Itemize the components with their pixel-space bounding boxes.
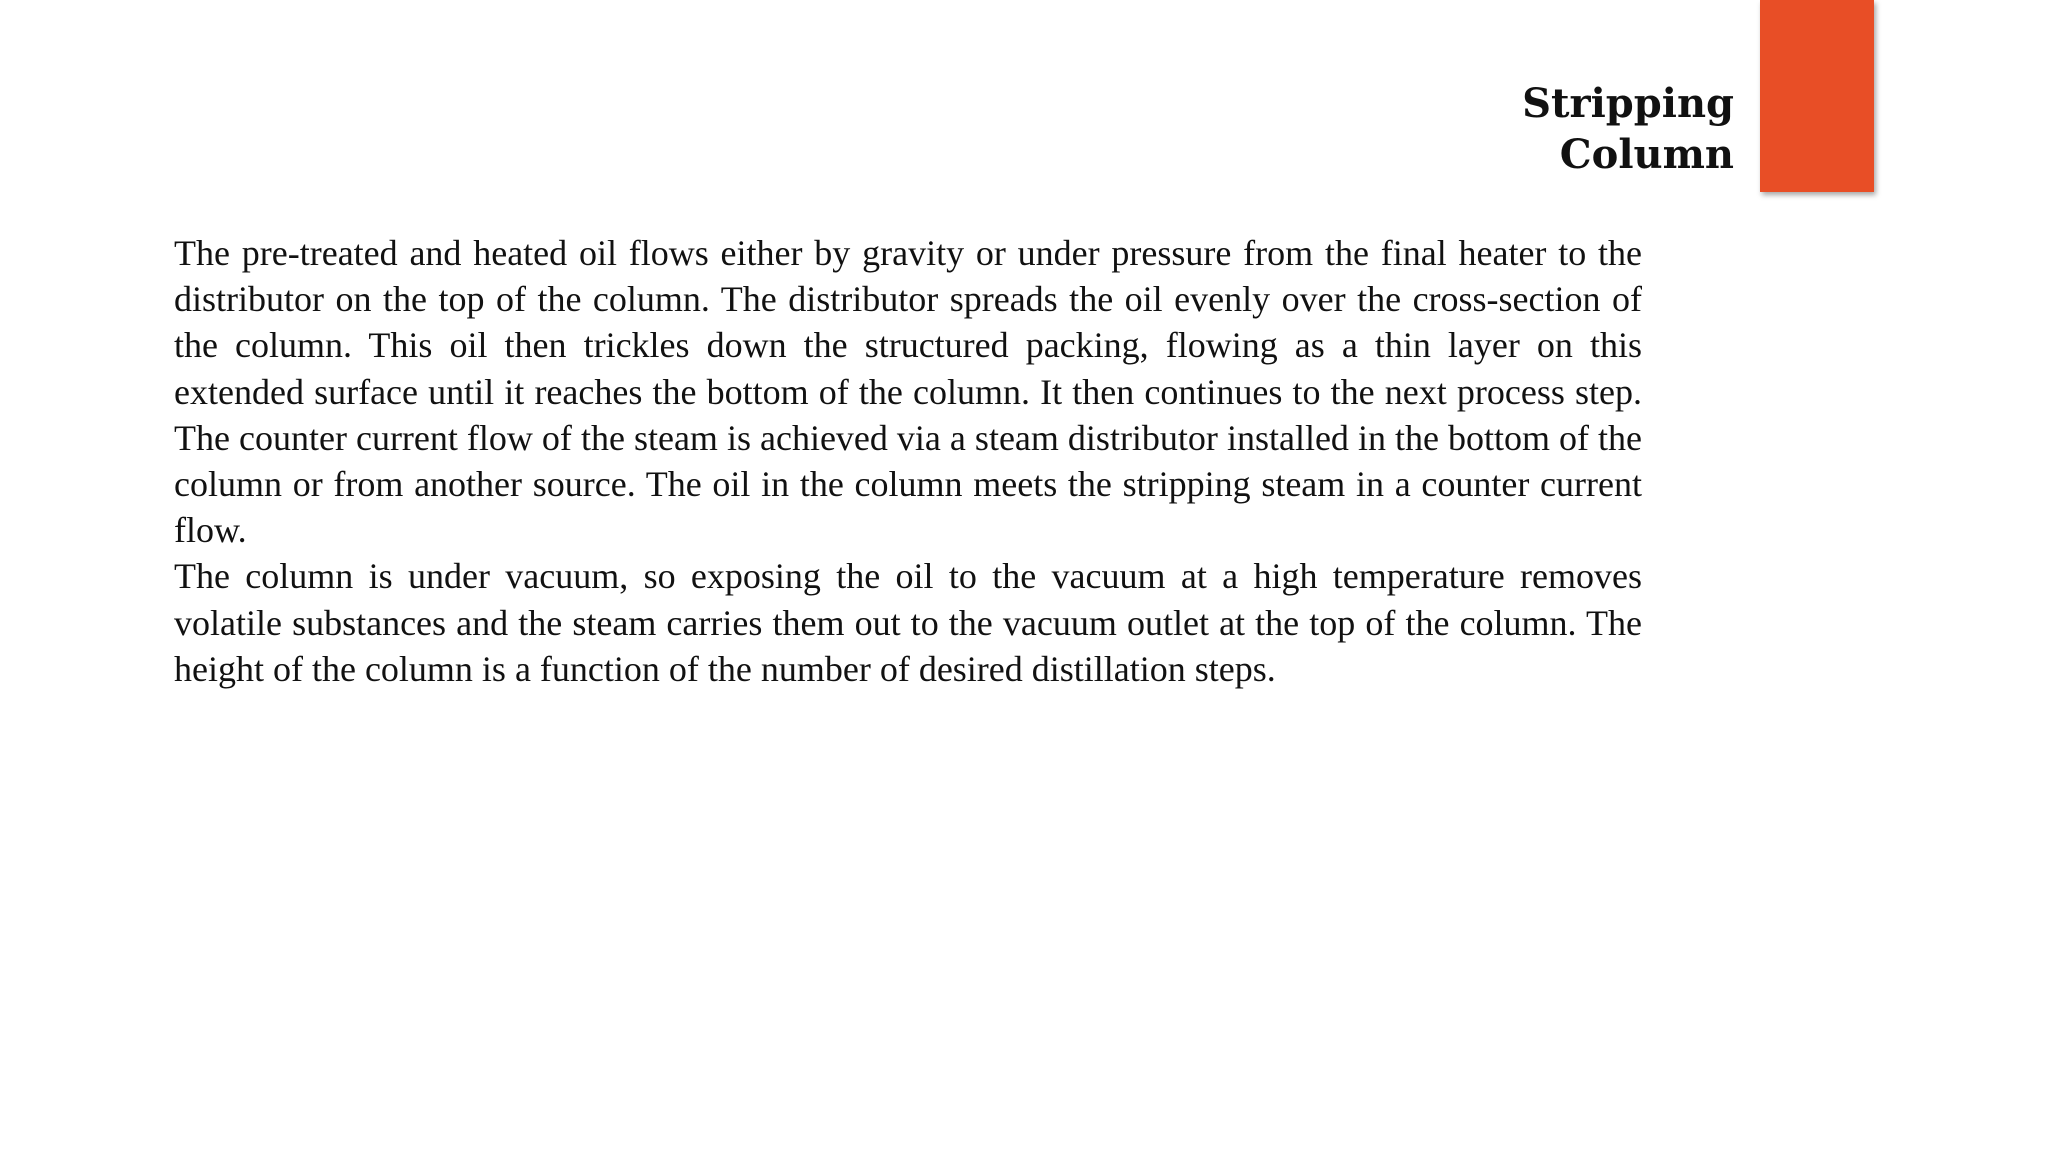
accent-bar (1760, 0, 1874, 192)
body-paragraph-2: The column is under vacuum, so exposing the oil to the vacuum at a high temperature removes volatile substances and the steam carries them out to the vacuum outlet at the top of the column. The height of the column is a function of the number of desired distillation steps. (174, 556, 1642, 689)
title-line-1: Stripping (1522, 80, 1734, 127)
body-paragraph-1: The pre-treated and heated oil flows either by gravity or under pressure from the final heater to the distributor on the top of the column. The distributor spreads the oil evenly over the cross-section of the column. This oil then trickles down the structured packing, flowing as a thin layer on this extended surface until it reaches the bottom of the column. It then continues to the next process step. The counter current flow of the steam is achieved via a steam distributor installed in the bottom of the column or from another source. The oil in the column meets the stripping steam in a counter current flow. (174, 233, 1642, 551)
title-line-2: Column (1559, 131, 1734, 178)
slide-title (1314, 78, 1734, 180)
body-text (174, 230, 1642, 692)
